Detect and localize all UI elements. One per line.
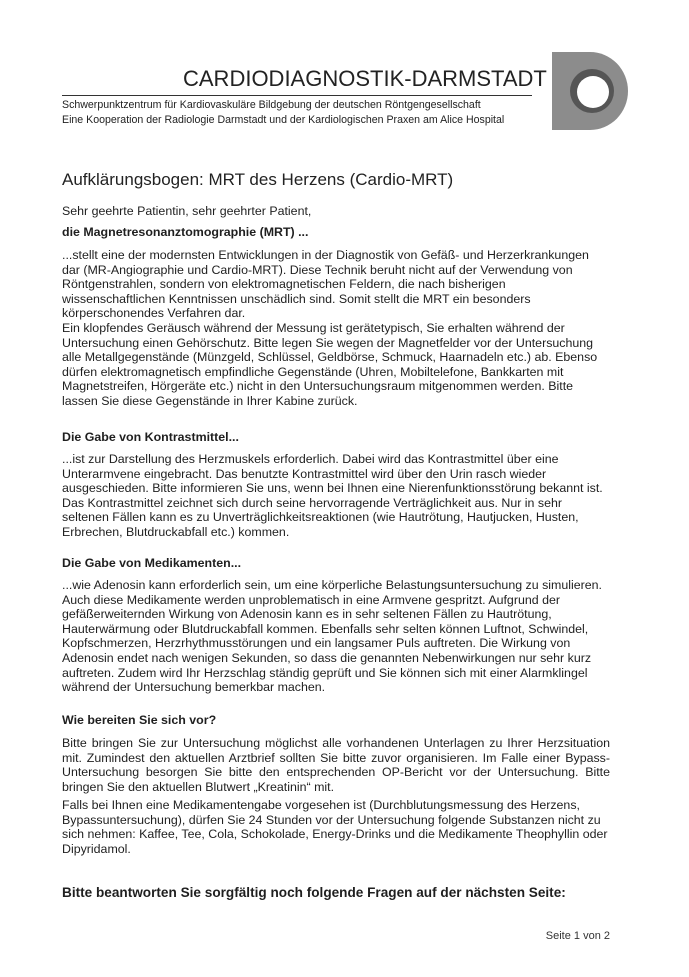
header-divider xyxy=(62,95,532,96)
contrast-heading: Die Gabe von Kontrastmittel... xyxy=(62,430,239,444)
intro-paragraph-2: Ein klopfendes Geräusch während der Messung ist gerätetypisch, Sie erhalten während der Untersuchung einen Gehörschutz. Bitte legen Sie wegen der Magnetfelder vor der Untersuchung alle Metallgegenstände (Münzgeld, Schlüssel, Geldbörse, Schmuck, Haarnadeln etc.) ab. Ebenso dürfen elektromagnetisch empfindliche Gegenstände (Uhren, Mobiltelefone, Bankkarten mit Magnetstreifen, Hörgeräte etc.) nicht in den Untersuchungsraum mitgenommen werden. Bitte lassen Sie diese Gegenstände in Ihrer Kabine zurück. xyxy=(62,321,598,408)
preparation-paragraph: Bitte bringen Sie zur Untersuchung möglichst alle vorhandenen Unterlagen zu Ihrer Herzsituation mit. Zumindest den aktuellen Arztbrief sollten Sie bitte zuvor organisieren. Im Falle einer Bypass-Untersuchung besorgen Sie bitte den entsprechenden OP-Bericht vor der Untersuchung. Bitte bringen Sie den aktuellen Blutwert „Kreatinin“ mit. xyxy=(62,736,610,794)
medication-heading: Die Gabe von Medikamenten... xyxy=(62,556,242,570)
medication-paragraph: ...wie Adenosin kann erforderlich sein, um eine körperliche Belastungsuntersuchung zu simulieren. Auch diese Medikamente werden unproblematisch in eine Armvene gespritzt. Aufgrund der gefäßerweiternden Wirkung von Adenosin kann es in sehr seltenen Fällen zu Hautrötung, Hauterwärmung oder Blutdruckabfall kommen. Ebenfalls sehr selten können Luftnot, Schwindel, Kopfschmerzen, Herzrhythmusstörungen und ein langsamer Puls auftreten. Die Wirkung von Adenosin endet nach wenigen Sekunden, so dass die genannten Nebenwirkungen nur sehr kurz auftreten. Zudem wird Ihr Herzschlag ständig geprüft und Sie können sich mit einer Alarmklingel während der Untersuchung bemerkbar machen. xyxy=(62,578,602,695)
contrast-paragraph: ...ist zur Darstellung des Herzmuskels erforderlich. Dabei wird das Kontrastmittel über eine Unterarmvene eingebracht. Das benutzte Kontrastmittel wird über den Urin rasch wieder ausgeschieden. Bitte informieren Sie uns, wenn bei Ihnen eine Nierenfunktionsstörung bekannt ist. Das Kontrastmittel zeichnet sich durch seine hervorragende Verträglichkeit aus. Nur in sehr seltenen Fällen kann es zu Unverträglichkeitsreaktionen (wie Hautrötung, Hautjucken, Husten, Erbrechen, Blutdruckabfall etc.) kommen. xyxy=(62,452,603,539)
clinic-subtitle-line1: Schwerpunktzentrum für Kardiovaskuläre Bildgebung der deutschen Röntgengesellschaft xyxy=(62,99,481,111)
preparation-paragraph-2: Falls bei Ihnen eine Medikamentengabe vorgesehen ist (Durchblutungsmessung des Herzens, Bypassuntersuchung), dürfen Sie 24 Stunden vor der Untersuchung folgende Substanzen nicht zu sich nehmen: Kaffee, Tee, Cola, Schokolade, Energy-Drinks und die Medikamente Theophyllin oder Dipyridamol. xyxy=(62,798,608,856)
page-title: Aufklärungsbogen: MRT des Herzens (Cardio-MRT) xyxy=(62,170,454,189)
clinic-logo-icon xyxy=(552,52,628,130)
preparation-heading: Wie bereiten Sie sich vor? xyxy=(62,713,217,727)
clinic-name: CARDIODIAGNOSTIK-DARMSTADT xyxy=(183,66,547,91)
page-number: Seite 1 von 2 xyxy=(545,930,610,942)
clinic-subtitle-line2: Eine Kooperation der Radiologie Darmstadt und der Kardiologischen Praxen am Alice Hospital xyxy=(62,114,505,126)
intro-paragraph: ...stellt eine der modernsten Entwicklungen in der Diagnostik von Gefäß- und Herzerkrankungen dar (MR-Angiographie und Cardio-MRT). Diese Technik beruht nicht auf der Verwendung von Röntgenstrahlen, sondern von elektromagnetischen Feldern, die nach bisherigen wissenschaftlichen Kenntnissen unschädlich sind. Somit stellt die MRT ein besonders körperschonendes Verfahren dar. xyxy=(62,248,589,321)
intro-heading: die Magnetresonanztomographie (MRT) ... xyxy=(62,225,309,239)
closing-instruction: Bitte beantworten Sie sorgfältig noch folgende Fragen auf der nächsten Seite: xyxy=(62,885,566,900)
salutation: Sehr geehrte Patientin, sehr geehrter Patient, xyxy=(62,204,312,218)
